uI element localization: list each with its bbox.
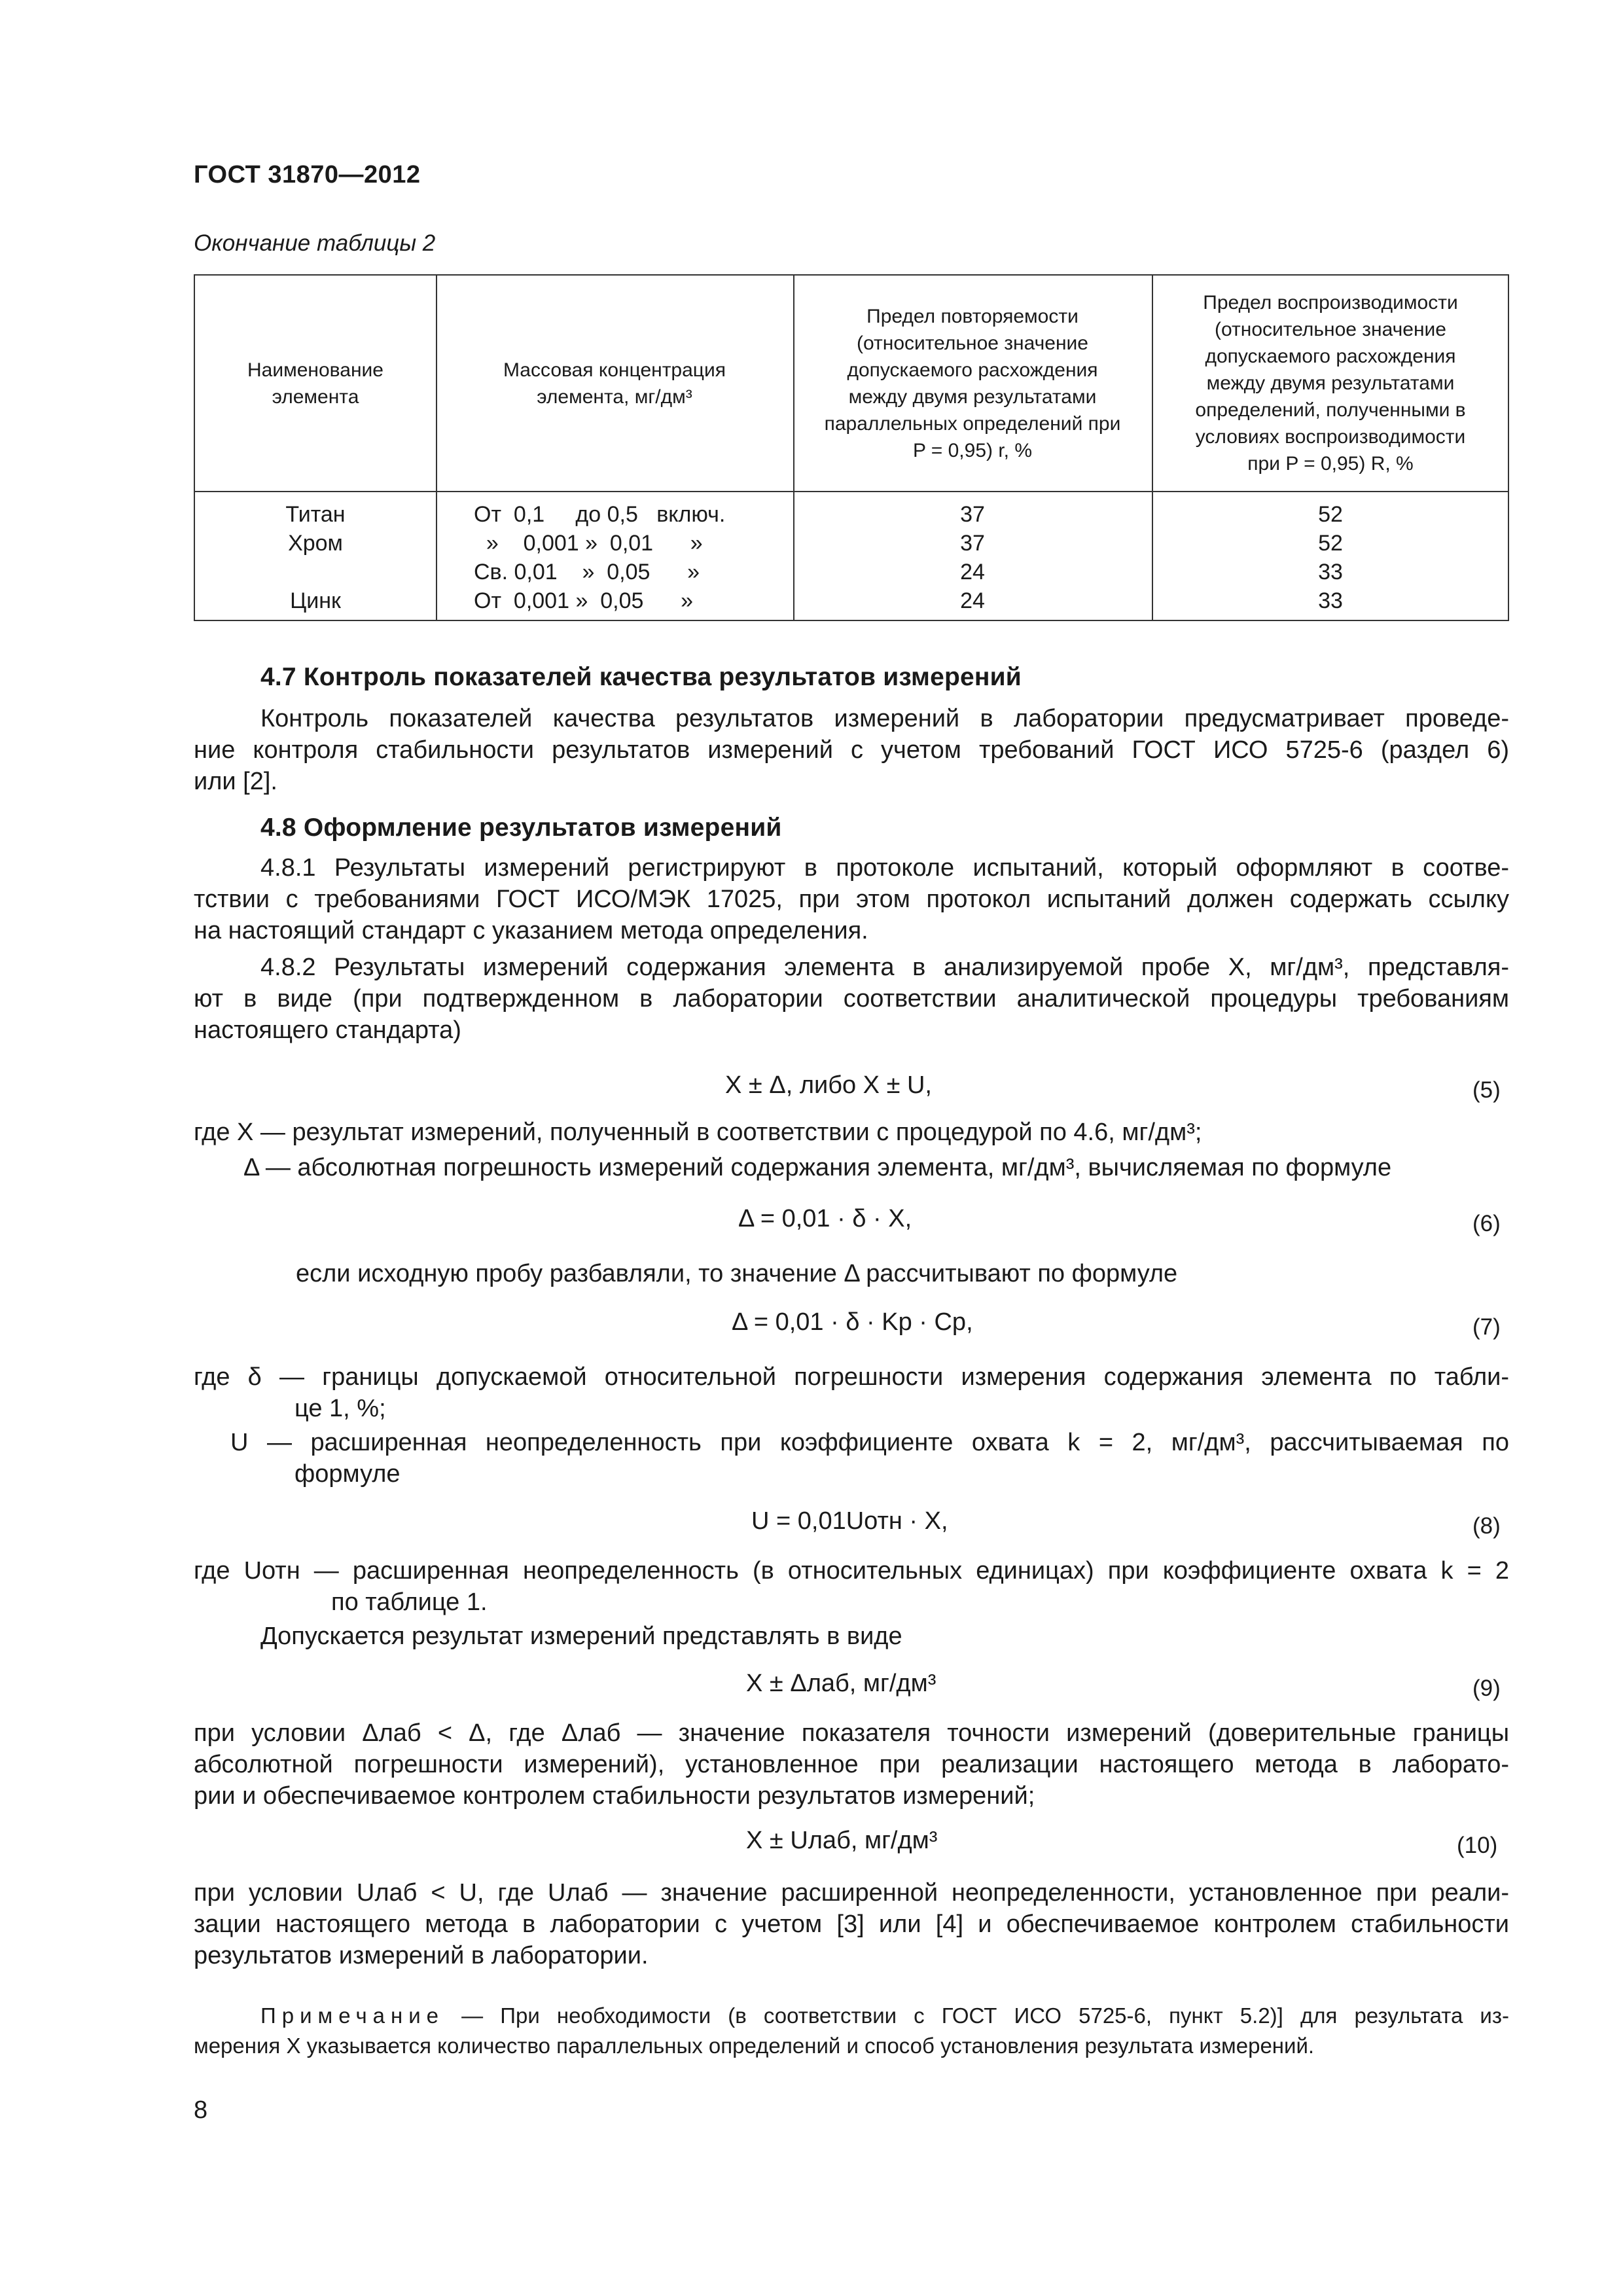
note-text: — При необходимости (в соответствии с ГОСТ ИСО 5725-6, пункт 5.2)] для результата из-	[444, 2003, 1509, 2028]
table-cell-concentration: Св. 0,01 » 0,05 »	[474, 560, 700, 584]
table-cell-element: Титан	[285, 502, 346, 527]
where-delta-small-definition: це 1, %;	[294, 1395, 386, 1422]
paragraph-4-8-2-line: 4.8.2 Результаты измерений содержания элемента в анализируемой пробе X, мг/дм³, представля-	[260, 954, 1509, 981]
table-cell-R: 33	[1318, 560, 1343, 584]
equation-number: (7)	[1472, 1314, 1501, 1340]
table-header-divider	[195, 491, 1508, 492]
paragraph-4-8-1-line: тствии с требованиями ГОСТ ИСО/МЭК 17025, при этом протокол испытаний должен содержать ссылку	[194, 886, 1509, 913]
table-header-reproducibility: Предел воспроизводимости (относительное значение допускаемого расхождения между двумя результатами определений, полученными в условиях воспроизводимости при P = 0,95) R, %	[1195, 292, 1466, 475]
equation-number: (6)	[1472, 1211, 1501, 1236]
table-cell-concentration: От 0,1 до 0,5 включ.	[474, 502, 726, 527]
section-4-7-line: ние контроля стабильности результатов измерений с учетом требований ГОСТ ИСО 5725-6 (раздел 6)	[194, 736, 1509, 764]
note-line	[260, 2001, 1509, 2030]
condition-9-line: при условии Δлаб < Δ, где Δлаб — значение показателя точности измерений (доверительные границы	[194, 1719, 1509, 1747]
equation-7: Δ = 0,01 · δ · Kр · Cр,	[732, 1308, 973, 1336]
where-uotn-definition: где Uотн — расширенная неопределенность (в относительных единицах) при коэффициенте охвата k = 2	[194, 1557, 1509, 1585]
paragraph-4-8-1-line: 4.8.1 Результаты измерений регистрируют в протоколе испытаний, который оформляют в соотве-	[260, 854, 1509, 882]
table-cell-r: 24	[960, 560, 985, 584]
results-table	[194, 274, 1509, 621]
equation-number: (5)	[1472, 1077, 1501, 1103]
equation-6: Δ = 0,01 · δ · X,	[738, 1205, 912, 1232]
table-cell-concentration: » 0,001 » 0,01 »	[474, 531, 703, 556]
page-number: 8	[194, 2096, 208, 2124]
equation-9: X ± Δлаб, мг/дм³	[746, 1670, 936, 1697]
table-cell-r: 24	[960, 588, 985, 613]
table-cell-R: 33	[1318, 588, 1343, 613]
equation-8: U = 0,01Uотн · X,	[751, 1507, 948, 1535]
condition-9-line: рии и обеспечиваемое контролем стабильности результатов измерений;	[194, 1782, 1035, 1810]
equation-number: (10)	[1457, 1833, 1498, 1858]
section-4-7-heading: 4.7 Контроль показателей качества результатов измерений	[260, 663, 1022, 691]
allowed-representation-text: Допускается результат измерений представлять в виде	[260, 1623, 902, 1650]
table-cell-element: Хром	[288, 531, 343, 556]
document-code: ГОСТ 31870—2012	[194, 161, 421, 188]
table-cell-r: 37	[960, 531, 985, 556]
where-uotn-definition: по таблице 1.	[331, 1588, 488, 1616]
table-header-concentration: Массовая концентрация элемента, мг/дм³	[503, 359, 726, 408]
table-cell-R: 52	[1318, 502, 1343, 527]
equation-number: (9)	[1472, 1676, 1501, 1701]
note-label: Примечание	[260, 2003, 445, 2028]
section-4-7-line: или [2].	[194, 768, 277, 795]
equation-10: X ± Uлаб, мг/дм³	[746, 1827, 938, 1854]
table-cell-concentration: От 0,001 » 0,05 »	[474, 588, 694, 613]
table-cell-r: 37	[960, 502, 985, 527]
where-u-definition: формуле	[294, 1460, 401, 1488]
table-caption: Окончание таблицы 2	[194, 230, 436, 256]
section-4-8-heading: 4.8 Оформление результатов измерений	[260, 814, 782, 842]
condition-10-line: при условии Uлаб < U, где Uлаб — значение расширенной неопределенности, установленное при реали-	[194, 1879, 1509, 1907]
dilution-text: если исходную пробу разбавляли, то значение Δ рассчитывают по формуле	[296, 1260, 1178, 1287]
condition-9-line: абсолютной погрешности измерений), установленное при реализации настоящего метода в лаборато-	[194, 1751, 1509, 1778]
table-header-repeatability: Предел повторяемости (относительное значение допускаемого расхождения между двумя результатами параллельных определений при P = 0,95) r, %	[824, 305, 1121, 461]
table-cell-element: Цинк	[290, 588, 341, 613]
condition-10-line: зации настоящего метода в лаборатории с учетом [3] или [4] и обеспечиваемое контролем стабильности	[194, 1910, 1509, 1938]
paragraph-4-8-2-line: настоящего стандарта)	[194, 1016, 461, 1044]
where-delta-definition: Δ — абсолютная погрешность измерений содержания элемента, мг/дм³, вычисляемая по формуле	[243, 1154, 1392, 1181]
paragraph-4-8-1-line: на настоящий стандарт с указанием метода определения.	[194, 917, 868, 944]
where-x-definition: где X — результат измерений, полученный в соответствии с процедурой по 4.6, мг/дм³;	[194, 1119, 1202, 1146]
note-line: мерения X указывается количество параллельных определений и способ установления результата измерений.	[194, 2034, 1315, 2058]
equation-5: X ± Δ, либо X ± U,	[725, 1071, 932, 1099]
section-4-7-line: Контроль показателей качества результатов измерений в лаборатории предусматривает проведе-	[260, 705, 1509, 732]
table-cell-R: 52	[1318, 531, 1343, 556]
where-delta-small-definition: где δ — границы допускаемой относительной погрешности измерения содержания элемента по табли-	[194, 1363, 1509, 1391]
condition-10-line: результатов измерений в лаборатории.	[194, 1942, 649, 1969]
paragraph-4-8-2-line: ют в виде (при подтвержденном в лаборатории соответствии аналитической процедуры требованиям	[194, 985, 1509, 1013]
equation-number: (8)	[1472, 1513, 1501, 1539]
where-u-definition: U — расширенная неопределенность при коэффициенте охвата k = 2, мг/дм³, рассчитываемая по	[230, 1429, 1509, 1456]
table-header-element: Наименование элемента	[247, 359, 383, 408]
